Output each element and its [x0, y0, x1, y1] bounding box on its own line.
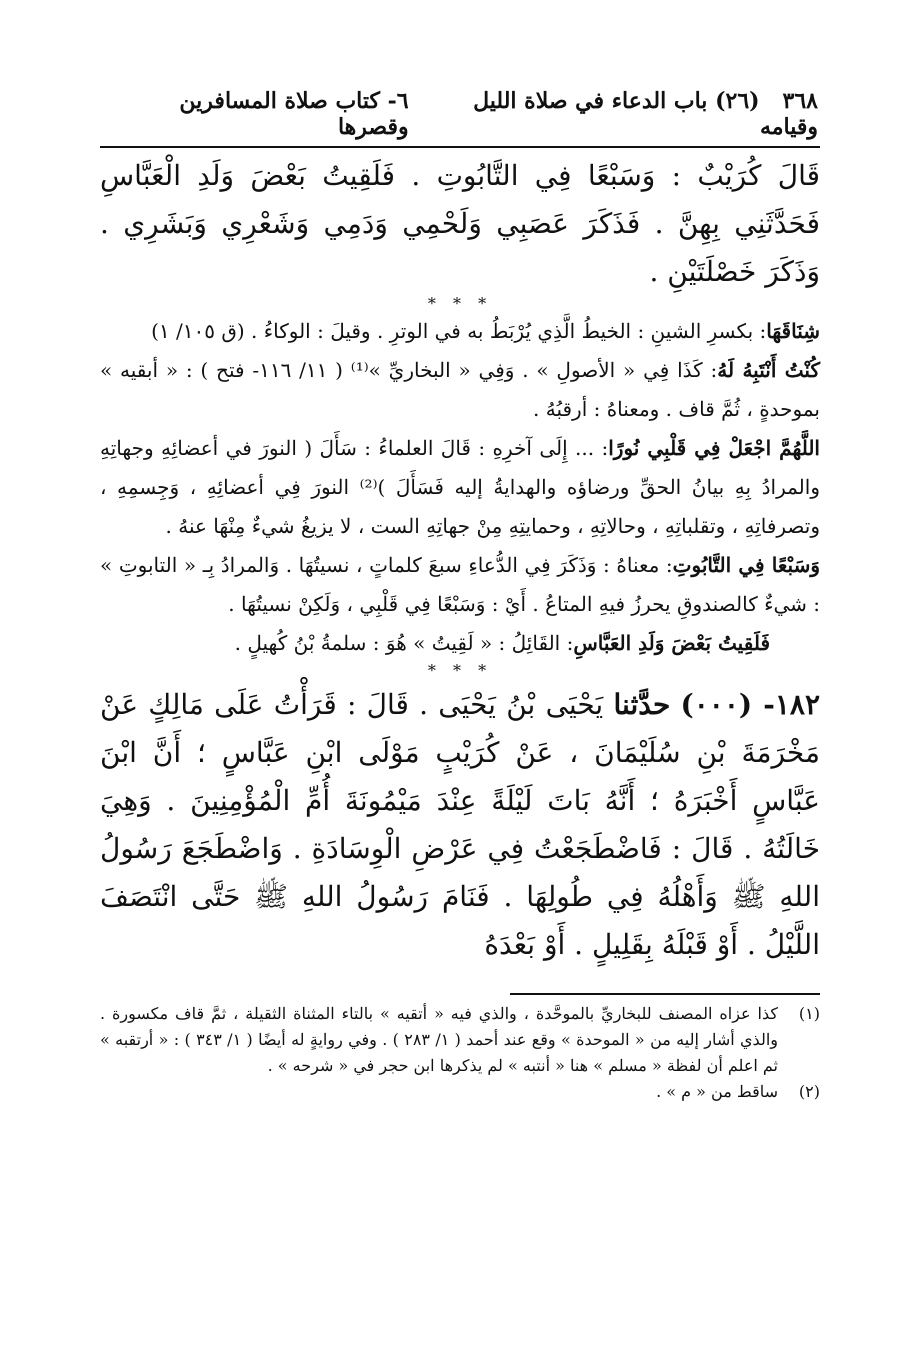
commentary-entry: [100, 312, 820, 351]
commentary-headword: وَسَبْعًا فِي التَّابُوتِ: [672, 553, 820, 577]
commentary-text: : ... إِلَى آخرِهِ : قَالَ العلماءُ : سَأَلَ ( النورَ في أعضائِهِ وجهاتِهِ والمرادُ بِهِ بيانُ الحقِّ ورضاؤه والهدايةُ إليه فَسَأَلَ )⁽²⁾ النورَ فِي أعضائِهِ ، وَجِسمِهِ ، وتصرفاتِهِ ، وتقلباتِهِ ، وحالاتِهِ ، وحمايتِهِ مِنْ جهاتِهِ الست ، لا يزيغُ شيءٌ مِنْهَا عنهُ .: [100, 436, 820, 538]
matn-text: قَالَ كُرَيْبٌ : وَسَبْعًا فِي التَّابُوتِ . فَلَقِيتُ بَعْضَ وَلَدِ الْعَبَّاسِ فَحَدَّثَنِي بِهِنَّ . فَذَكَرَ عَصَبِي وَلَحْمِي وَدَمِي وَشَعْرِي وَبَشَرِي . وَذَكَرَ خَصْلَتَيْنِ .: [100, 159, 820, 288]
footnote-number: (١): [798, 1004, 820, 1023]
commentary-entry: [100, 351, 820, 429]
document-page: [100, 88, 820, 1280]
footnote-text: ساقط من « م » .: [656, 1082, 778, 1101]
commentary-text: : بكسرِ الشينِ : الخيطُ الَّذِي يُرْبَطُ به في الوترِ . وقيلَ : الوكاءُ . (ق ١٠٥/ ١): [151, 319, 767, 343]
commentary-headword: شِنَاقَهَا: [766, 319, 820, 343]
footnote-number: (٢): [798, 1082, 820, 1101]
commentary-entry: [100, 546, 820, 624]
hadith-lead: حدَّثنا: [613, 688, 671, 721]
separator: * * *: [427, 661, 493, 680]
footnote-text: كذا عزاه المصنف للبخاريِّ بالموحَّدة ، والذي فيه « أتقيه » بالتاء المثناة الثقيلة ، ثمَّ قاف مكسورة . والذي أشار إليه من « الموحدة » وقع عند أحمد ( ١/ ٢٨٣ ) . وفي روايةٍ له أيضًا ( ١/ ٣٤٣ ) : « أرتقبه » ثم اعلم أن لفظة « مسلم » هنا « أنتبه » لم يذكرها ابن حجر في « شرحه » .: [100, 1004, 778, 1075]
commentary-headword: فَلَقِيتُ بَعْضَ وَلَدِ العَبَّاسِ: [573, 631, 770, 655]
hadith-text: [100, 681, 820, 969]
hadith-body: يَحْيَى بْنُ يَحْيَى . قَالَ : قَرَأْتُ عَلَى مَالِكٍ عَنْ مَخْرَمَةَ بْنِ سُلَيْمَانَ ، عَنْ كُرَيْبٍ مَوْلَى ابْنِ عَبَّاسٍ ؛ أَنَّ ابْنَ عَبَّاسٍ أَخْبَرَهُ ؛ أَنَّهُ بَاتَ لَيْلَةً عِنْدَ مَيْمُونَةَ أُمِّ الْمُؤْمِنِينَ . وَهِيَ خَالَتُهُ . قَالَ : فَاضْطَجَعْتُ فِي عَرْضِ الْوِسَادَةِ . وَاضْطَجَعَ رَسُولُ اللهِ ﷺ وَأَهْلُهُ فِي طُولِهَا . فَنَامَ رَسُولُ اللهِ ﷺ حَتَّى انْتَصَفَ اللَّيْلُ . أَوْ قَبْلَهُ بِقَلِيلٍ . أَوْ بَعْدَهُ: [100, 688, 820, 961]
footnote-rule: [510, 993, 820, 995]
commentary-entry: [100, 624, 820, 663]
commentary-entry: [100, 429, 820, 546]
chapter-title: (٢٦) باب الدعاء في صلاة الليل وقيامه: [473, 88, 818, 140]
footnote: [100, 1001, 820, 1079]
commentary-headword: اللَّهُمَّ اجْعَلْ فِي قَلْبِي نُورًا: [608, 436, 820, 460]
commentary: [100, 312, 820, 663]
page-number-and-chapter: [409, 88, 818, 140]
book-title: ٦- كتاب صلاة المسافرين وقصرها: [179, 88, 409, 140]
commentary-text: : معناهُ : وَذَكَرَ فِي الدُّعاءِ سبعَ كلماتٍ ، نسيتُهَا . وَالمرادُ بِـ « التابوتِ » : شيءٌ كالصندوقِ يحرزُ فيهِ المتاعُ . أَيْ : وَسَبْعًا فِي قَلْبِي ، وَلَكِنْ نسيتُهَا .: [100, 553, 820, 616]
page-number: ٣٦٨: [782, 88, 818, 114]
commentary-headword: كُنْتُ أَنْتَبِهُ لَهُ: [717, 358, 820, 382]
separator: * * *: [427, 294, 493, 313]
hadith-number: ١٨٢- (٠٠٠): [680, 688, 820, 721]
commentary-text: : كَذَا فِي « الأصولِ » . وَفِي « البخاريِّ »⁽¹⁾ ( ١١/ ١١٦- فتح ) : « أبقيه » بموحدةٍ ، ثُمَّ قاف . ومعناهُ : أرقبُهُ .: [100, 358, 820, 421]
commentary-text: : القَائِلُ : « لَقِيتُ » هُوَ : سلمةُ بْنُ كُهيلٍ .: [234, 631, 574, 655]
footnote: [100, 1079, 820, 1105]
running-header: [100, 88, 820, 148]
